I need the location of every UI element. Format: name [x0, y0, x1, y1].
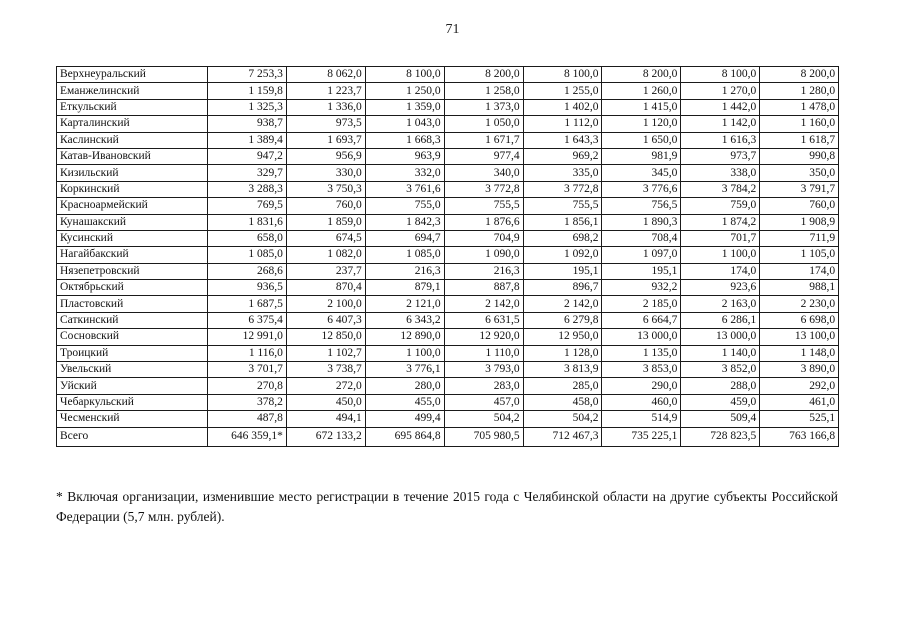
- district-name: Уйский: [57, 378, 208, 394]
- value-cell: 1 842,3: [365, 214, 444, 230]
- value-cell: 1 671,7: [444, 132, 523, 148]
- value-cell: 1 128,0: [523, 345, 602, 361]
- value-cell: 756,5: [602, 198, 681, 214]
- value-cell: 1 876,6: [444, 214, 523, 230]
- value-cell: 1 135,0: [602, 345, 681, 361]
- district-name: Кизильский: [57, 165, 208, 181]
- table-row: [57, 411, 839, 427]
- value-cell: 769,5: [208, 198, 287, 214]
- value-cell: 272,0: [286, 378, 365, 394]
- value-cell: 1 890,3: [602, 214, 681, 230]
- value-cell: 1 100,0: [681, 247, 760, 263]
- value-cell: 6 279,8: [523, 312, 602, 328]
- district-name: Карталинский: [57, 116, 208, 132]
- value-cell: 12 920,0: [444, 329, 523, 345]
- table-row: [57, 132, 839, 148]
- value-cell: 755,0: [365, 198, 444, 214]
- data-table: [56, 66, 839, 447]
- value-cell: 1 255,0: [523, 83, 602, 99]
- value-cell: 6 698,0: [760, 312, 839, 328]
- value-cell: 280,0: [365, 378, 444, 394]
- total-row: [57, 427, 839, 446]
- value-cell: 1 223,7: [286, 83, 365, 99]
- value-cell: 525,1: [760, 411, 839, 427]
- value-cell: 973,5: [286, 116, 365, 132]
- value-cell: 1 092,0: [523, 247, 602, 263]
- value-cell: 1 148,0: [760, 345, 839, 361]
- value-cell: 1 142,0: [681, 116, 760, 132]
- value-cell: 973,7: [681, 148, 760, 164]
- value-cell: 705 980,5: [444, 427, 523, 446]
- value-cell: 3 288,3: [208, 181, 287, 197]
- value-cell: 1 831,6: [208, 214, 287, 230]
- value-cell: 708,4: [602, 230, 681, 246]
- value-cell: 1 336,0: [286, 99, 365, 115]
- value-cell: 1 616,3: [681, 132, 760, 148]
- footnote: * Включая организации, изменившие место регистрации в течение 2015 года с Челябинской области на другие субъекты Российской Федерации (5,7 млн. рублей).: [56, 489, 838, 524]
- value-cell: 338,0: [681, 165, 760, 181]
- value-cell: 1 100,0: [365, 345, 444, 361]
- value-cell: 2 163,0: [681, 296, 760, 312]
- value-cell: 8 100,0: [523, 67, 602, 83]
- value-cell: 760,0: [760, 198, 839, 214]
- value-cell: 1 402,0: [523, 99, 602, 115]
- value-cell: 990,8: [760, 148, 839, 164]
- value-cell: 963,9: [365, 148, 444, 164]
- table-row: [57, 312, 839, 328]
- value-cell: 1 116,0: [208, 345, 287, 361]
- value-cell: 728 823,5: [681, 427, 760, 446]
- value-cell: 461,0: [760, 394, 839, 410]
- value-cell: 938,7: [208, 116, 287, 132]
- value-cell: 3 791,7: [760, 181, 839, 197]
- total-label: Всего: [57, 427, 208, 446]
- value-cell: 1 270,0: [681, 83, 760, 99]
- value-cell: 8 100,0: [365, 67, 444, 83]
- value-cell: 2 100,0: [286, 296, 365, 312]
- value-cell: 514,9: [602, 411, 681, 427]
- value-cell: 216,3: [365, 263, 444, 279]
- value-cell: 1 110,0: [444, 345, 523, 361]
- table-row: [57, 198, 839, 214]
- value-cell: 1 325,3: [208, 99, 287, 115]
- table-row: [57, 296, 839, 312]
- value-cell: 1 105,0: [760, 247, 839, 263]
- value-cell: 3 852,0: [681, 362, 760, 378]
- table-row: [57, 247, 839, 263]
- value-cell: 450,0: [286, 394, 365, 410]
- value-cell: 195,1: [602, 263, 681, 279]
- value-cell: 1 140,0: [681, 345, 760, 361]
- value-cell: 956,9: [286, 148, 365, 164]
- value-cell: 870,4: [286, 280, 365, 296]
- value-cell: 330,0: [286, 165, 365, 181]
- value-cell: 2 185,0: [602, 296, 681, 312]
- value-cell: 335,0: [523, 165, 602, 181]
- value-cell: 1 050,0: [444, 116, 523, 132]
- value-cell: 8 200,0: [444, 67, 523, 83]
- district-name: Нагайбакский: [57, 247, 208, 263]
- value-cell: 340,0: [444, 165, 523, 181]
- page-number: 71: [445, 22, 460, 37]
- value-cell: 674,5: [286, 230, 365, 246]
- table-row: [57, 99, 839, 115]
- value-cell: 3 761,6: [365, 181, 444, 197]
- value-cell: 936,5: [208, 280, 287, 296]
- table-row: [57, 230, 839, 246]
- value-cell: 6 631,5: [444, 312, 523, 328]
- value-cell: 13 100,0: [760, 329, 839, 345]
- value-cell: 288,0: [681, 378, 760, 394]
- value-cell: 1 874,2: [681, 214, 760, 230]
- value-cell: 1 085,0: [208, 247, 287, 263]
- table-row: [57, 362, 839, 378]
- value-cell: 237,7: [286, 263, 365, 279]
- table-row: [57, 263, 839, 279]
- district-name: Нязепетровский: [57, 263, 208, 279]
- value-cell: 494,1: [286, 411, 365, 427]
- value-cell: 329,7: [208, 165, 287, 181]
- value-cell: 1 258,0: [444, 83, 523, 99]
- table-row: [57, 67, 839, 83]
- value-cell: 658,0: [208, 230, 287, 246]
- district-name: Верхнеуральский: [57, 67, 208, 83]
- value-cell: 6 407,3: [286, 312, 365, 328]
- value-cell: 3 772,8: [444, 181, 523, 197]
- value-cell: 981,9: [602, 148, 681, 164]
- value-cell: 3 784,2: [681, 181, 760, 197]
- value-cell: 12 950,0: [523, 329, 602, 345]
- value-cell: 1 650,0: [602, 132, 681, 148]
- district-name: Саткинский: [57, 312, 208, 328]
- value-cell: 1 120,0: [602, 116, 681, 132]
- value-cell: 701,7: [681, 230, 760, 246]
- district-name: Каслинский: [57, 132, 208, 148]
- value-cell: 12 890,0: [365, 329, 444, 345]
- table-row: [57, 394, 839, 410]
- table-row: [57, 165, 839, 181]
- value-cell: 6 664,7: [602, 312, 681, 328]
- value-cell: 509,4: [681, 411, 760, 427]
- value-cell: 8 062,0: [286, 67, 365, 83]
- value-cell: 13 000,0: [681, 329, 760, 345]
- table-row: [57, 83, 839, 99]
- value-cell: 932,2: [602, 280, 681, 296]
- district-name: Катав-Ивановский: [57, 148, 208, 164]
- value-cell: 12 850,0: [286, 329, 365, 345]
- table-row: [57, 148, 839, 164]
- value-cell: 947,2: [208, 148, 287, 164]
- value-cell: 268,6: [208, 263, 287, 279]
- value-cell: 195,1: [523, 263, 602, 279]
- value-cell: 1 359,0: [365, 99, 444, 115]
- value-cell: 711,9: [760, 230, 839, 246]
- value-cell: 1 643,3: [523, 132, 602, 148]
- value-cell: 1 859,0: [286, 214, 365, 230]
- value-cell: 345,0: [602, 165, 681, 181]
- value-cell: 290,0: [602, 378, 681, 394]
- value-cell: 3 793,0: [444, 362, 523, 378]
- district-name: Чесменский: [57, 411, 208, 427]
- value-cell: 755,5: [444, 198, 523, 214]
- value-cell: 2 142,0: [444, 296, 523, 312]
- value-cell: 1 693,7: [286, 132, 365, 148]
- value-cell: 457,0: [444, 394, 523, 410]
- value-cell: 174,0: [681, 263, 760, 279]
- value-cell: 3 701,7: [208, 362, 287, 378]
- value-cell: 6 286,1: [681, 312, 760, 328]
- value-cell: 1 159,8: [208, 83, 287, 99]
- district-name: Увельский: [57, 362, 208, 378]
- table-row: [57, 181, 839, 197]
- value-cell: 1 043,0: [365, 116, 444, 132]
- value-cell: 3 750,3: [286, 181, 365, 197]
- district-name: Пластовский: [57, 296, 208, 312]
- value-cell: 887,8: [444, 280, 523, 296]
- value-cell: 695 864,8: [365, 427, 444, 446]
- value-cell: 759,0: [681, 198, 760, 214]
- value-cell: 8 200,0: [760, 67, 839, 83]
- value-cell: 1 415,0: [602, 99, 681, 115]
- value-cell: 3 776,6: [602, 181, 681, 197]
- value-cell: 3 772,8: [523, 181, 602, 197]
- value-cell: 1 687,5: [208, 296, 287, 312]
- value-cell: 8 200,0: [602, 67, 681, 83]
- value-cell: 458,0: [523, 394, 602, 410]
- district-name: Еманжелинский: [57, 83, 208, 99]
- value-cell: 499,4: [365, 411, 444, 427]
- district-name: Сосновский: [57, 329, 208, 345]
- value-cell: 760,0: [286, 198, 365, 214]
- value-cell: 694,7: [365, 230, 444, 246]
- value-cell: 1 160,0: [760, 116, 839, 132]
- value-cell: 270,8: [208, 378, 287, 394]
- value-cell: 1 478,0: [760, 99, 839, 115]
- value-cell: 712 467,3: [523, 427, 602, 446]
- value-cell: 923,6: [681, 280, 760, 296]
- value-cell: 1 082,0: [286, 247, 365, 263]
- value-cell: 879,1: [365, 280, 444, 296]
- value-cell: 459,0: [681, 394, 760, 410]
- value-cell: 1 085,0: [365, 247, 444, 263]
- table-row: [57, 214, 839, 230]
- value-cell: 1 856,1: [523, 214, 602, 230]
- value-cell: 1 112,0: [523, 116, 602, 132]
- table-row: [57, 280, 839, 296]
- value-cell: 1 668,3: [365, 132, 444, 148]
- district-name: Еткульский: [57, 99, 208, 115]
- value-cell: 1 102,7: [286, 345, 365, 361]
- value-cell: 3 890,0: [760, 362, 839, 378]
- value-cell: 285,0: [523, 378, 602, 394]
- value-cell: 7 253,3: [208, 67, 287, 83]
- district-name: Чебаркульский: [57, 394, 208, 410]
- value-cell: 3 776,1: [365, 362, 444, 378]
- value-cell: 1 373,0: [444, 99, 523, 115]
- value-cell: 6 343,2: [365, 312, 444, 328]
- value-cell: 988,1: [760, 280, 839, 296]
- value-cell: 174,0: [760, 263, 839, 279]
- value-cell: 1 908,9: [760, 214, 839, 230]
- value-cell: 2 230,0: [760, 296, 839, 312]
- value-cell: 1 260,0: [602, 83, 681, 99]
- value-cell: 1 280,0: [760, 83, 839, 99]
- value-cell: 3 813,9: [523, 362, 602, 378]
- district-name: Кунашакский: [57, 214, 208, 230]
- value-cell: 292,0: [760, 378, 839, 394]
- value-cell: 735 225,1: [602, 427, 681, 446]
- value-cell: 672 133,2: [286, 427, 365, 446]
- value-cell: 763 166,8: [760, 427, 839, 446]
- value-cell: 332,0: [365, 165, 444, 181]
- district-name: Октябрьский: [57, 280, 208, 296]
- value-cell: 12 991,0: [208, 329, 287, 345]
- value-cell: 704,9: [444, 230, 523, 246]
- value-cell: 13 000,0: [602, 329, 681, 345]
- value-cell: 487,8: [208, 411, 287, 427]
- value-cell: 8 100,0: [681, 67, 760, 83]
- value-cell: 216,3: [444, 263, 523, 279]
- value-cell: 455,0: [365, 394, 444, 410]
- value-cell: 755,5: [523, 198, 602, 214]
- value-cell: 1 618,7: [760, 132, 839, 148]
- table-row: [57, 329, 839, 345]
- table-row: [57, 116, 839, 132]
- value-cell: 646 359,1*: [208, 427, 287, 446]
- value-cell: 1 442,0: [681, 99, 760, 115]
- value-cell: 3 738,7: [286, 362, 365, 378]
- district-name: Кусинский: [57, 230, 208, 246]
- value-cell: 504,2: [444, 411, 523, 427]
- value-cell: 6 375,4: [208, 312, 287, 328]
- value-cell: 350,0: [760, 165, 839, 181]
- value-cell: 969,2: [523, 148, 602, 164]
- value-cell: 2 142,0: [523, 296, 602, 312]
- value-cell: 896,7: [523, 280, 602, 296]
- district-name: Троицкий: [57, 345, 208, 361]
- district-name: Коркинский: [57, 181, 208, 197]
- value-cell: 1 389,4: [208, 132, 287, 148]
- value-cell: 1 097,0: [602, 247, 681, 263]
- value-cell: 2 121,0: [365, 296, 444, 312]
- district-name: Красноармейский: [57, 198, 208, 214]
- value-cell: 977,4: [444, 148, 523, 164]
- value-cell: 698,2: [523, 230, 602, 246]
- value-cell: 3 853,0: [602, 362, 681, 378]
- value-cell: 460,0: [602, 394, 681, 410]
- value-cell: 504,2: [523, 411, 602, 427]
- value-cell: 1 250,0: [365, 83, 444, 99]
- table-row: [57, 378, 839, 394]
- table-body: [57, 67, 839, 447]
- value-cell: 1 090,0: [444, 247, 523, 263]
- value-cell: 283,0: [444, 378, 523, 394]
- value-cell: 378,2: [208, 394, 287, 410]
- table-row: [57, 345, 839, 361]
